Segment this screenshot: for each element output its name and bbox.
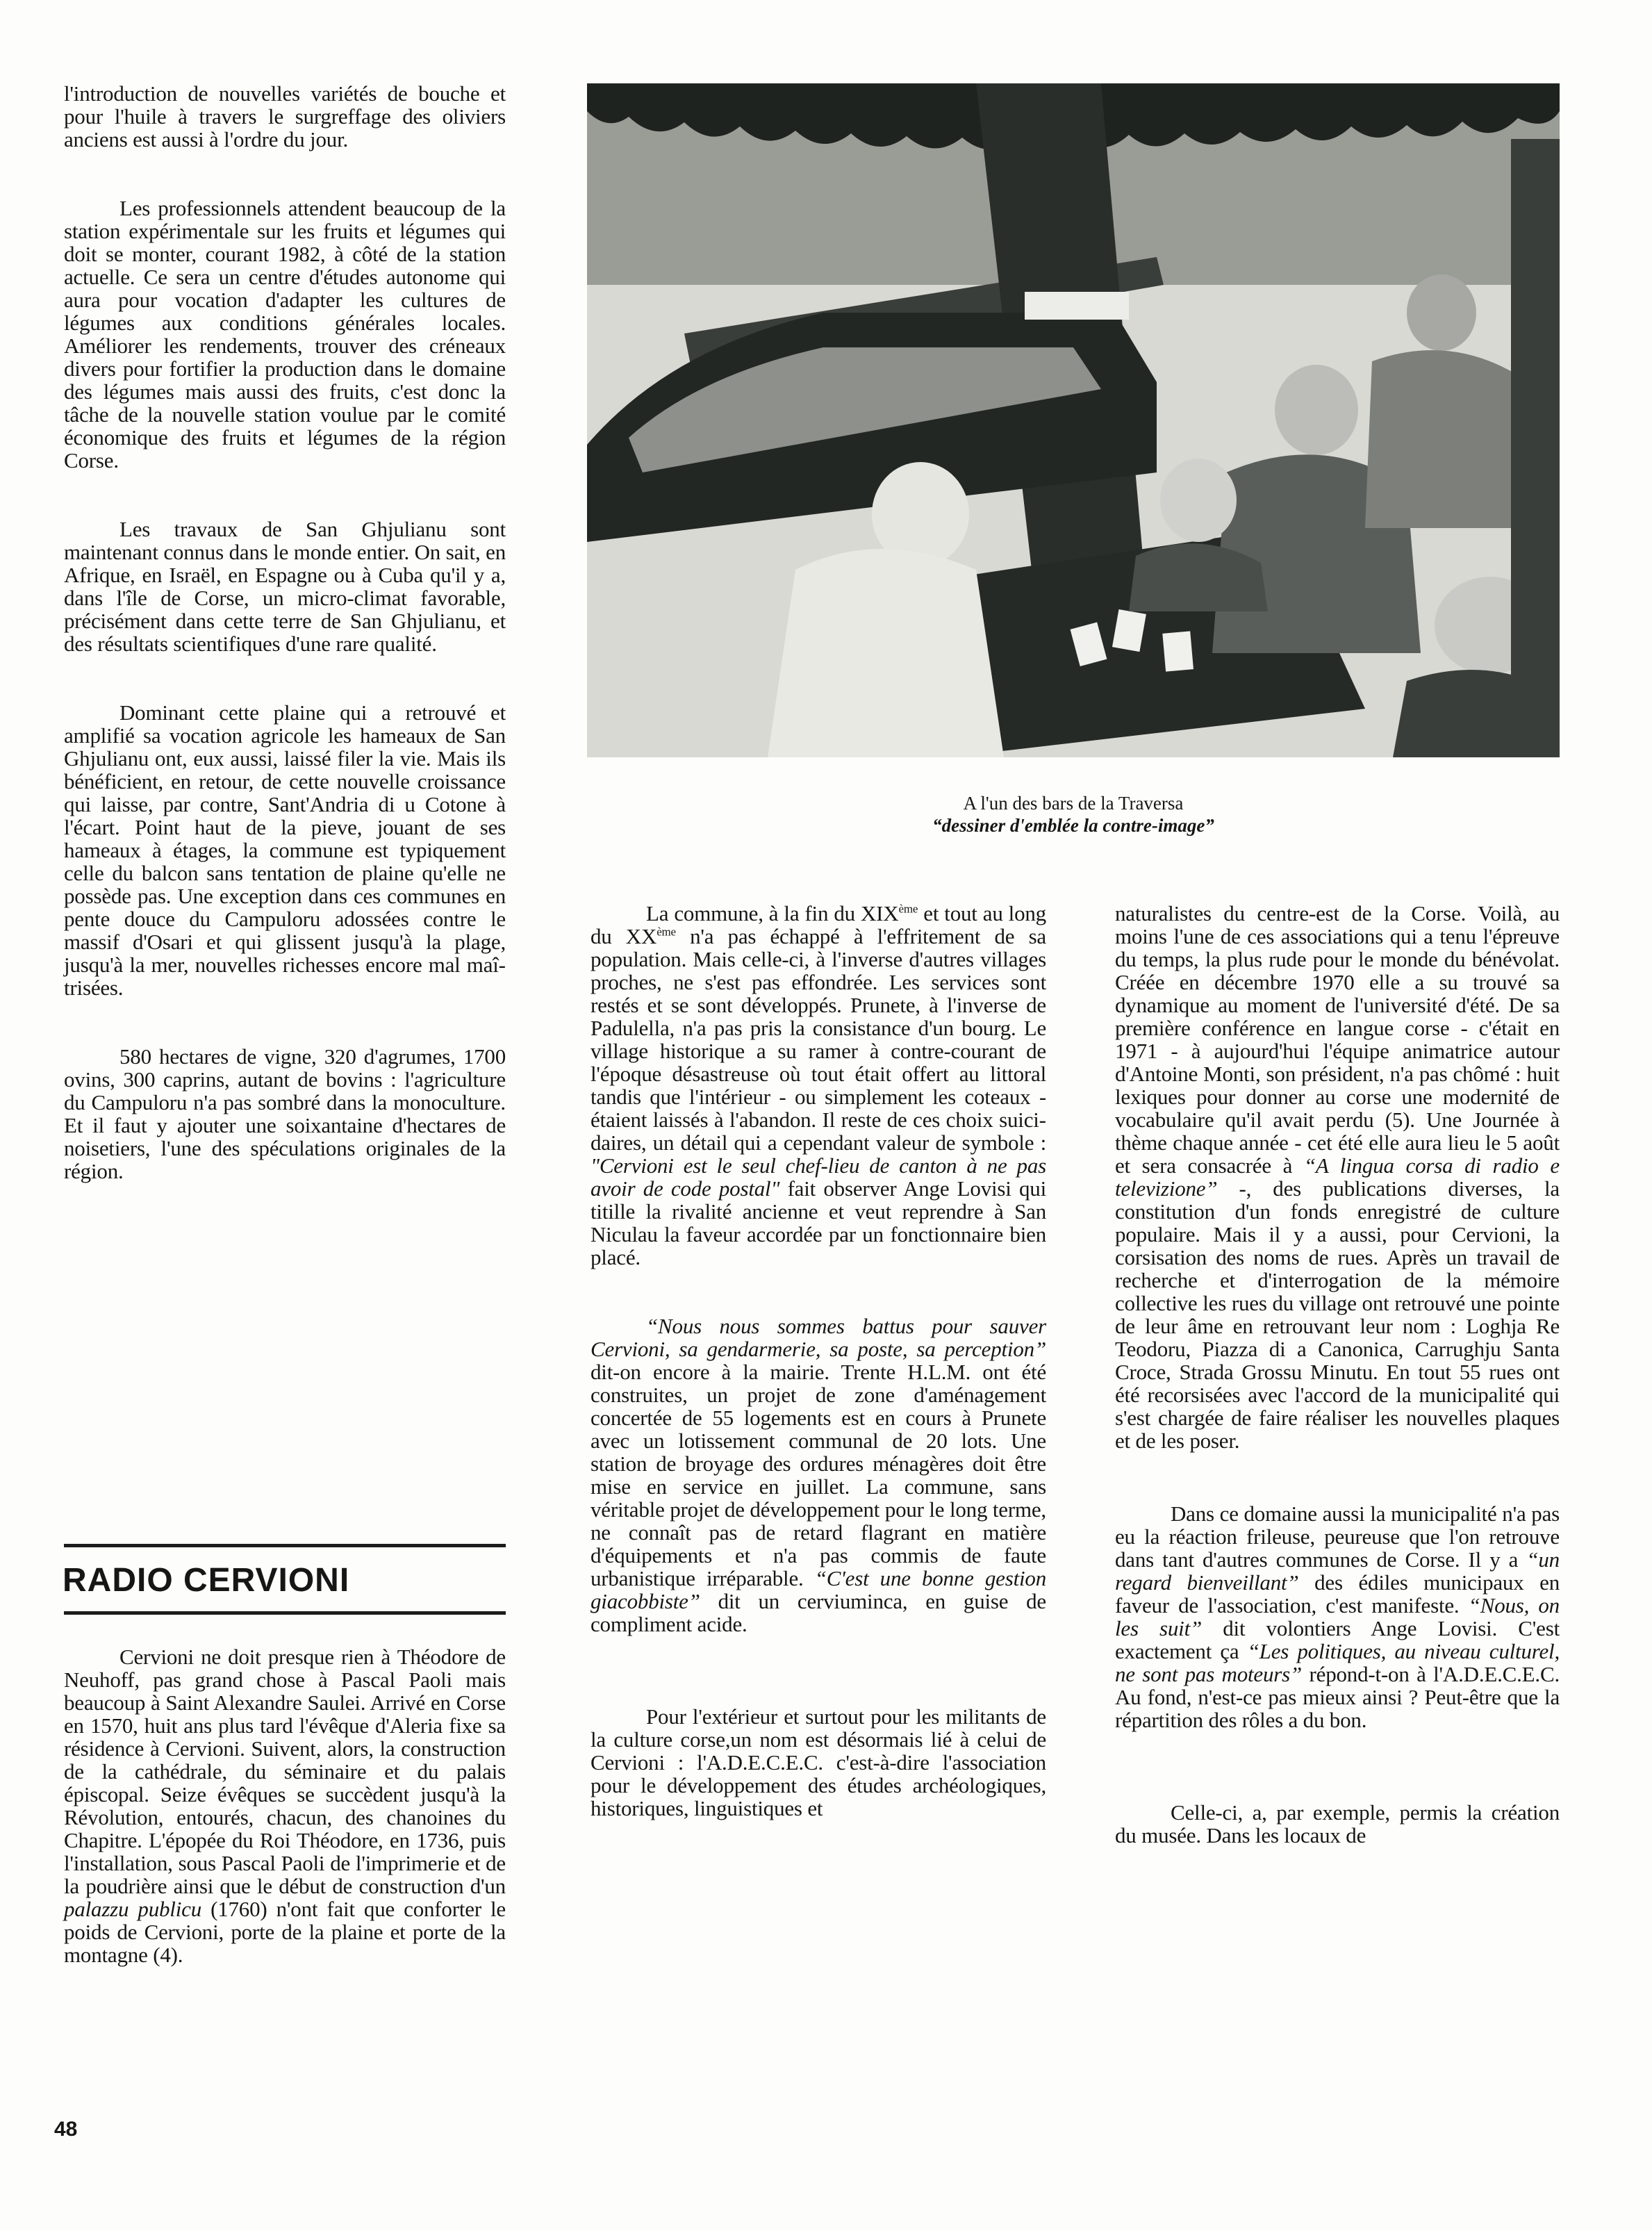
paragraph: naturalistes du centre-est de la Corse. Voilà, au moins l'une de ces associations qui a tenu l'épreuve du temps, la plus rude pour le monde du bénévolat. Créée en décembre 1970 elle a su trouvé sa dynamique au moment de l'université d'été. De sa première conférence en langue corse - c'était en 1971 - à aujourd'hui l'équipe animatrice autour d'Antoine Monti, son président, n'a pas chômé : huit lexiques pour donner au corse une modernité de vocabulaire qu'il avait perdu (5). Une Journée à thème chaque année - cet été elle aura lieu le 5 août et sera consacrée à “A lingua corsa di radio e televizione” -, des publications diverses, la constitution d'un fonds enregistré de culture populaire. Mais il y a aussi, pour Cervioni, la corsisation des noms de rues. Après un travail de recherche et d'interrogation de la mémoire collective les rues du village ont retrouvé une pointe de leur âme en retrouvant leur nom : Loghja Re Teodoru, Piazza di a Canonica, Carrughju Santa Croce, Strada Grossu Minutu. En tout 55 rues ont été recorsisées avec l'accord de la municipalité qui s'est chargée de faire réaliser les nouvelles plaques et de les poser. (1115, 901, 1560, 1453)
paragraph: “Nous nous sommes battus pour sauver Cervioni, sa gendarmerie, sa poste, sa perception” dit-on encore à la mairie. Trente H.L.M. ont été construites, un projet de zone d'aménagement concertée de 55 logements est en cours à Prunete avec un lotissement communal de 20 lots. Une station de broyage des ordures ménagères doit être mise en service en juillet. La commune, sans véritable projet de développement pour le long terme, ne connaît pas de retard flagrant en matière d'équipements et n'a pas commis de faute urbanistique irréparable. “C'est une bonne gestion giacobbiste” dit un cerviuminca, en guise de compliment acide. (590, 1314, 1046, 1636)
quote: “Les politiques, au niveau culturel, ne sont pas moteurs” (1115, 1639, 1560, 1686)
paragraph: l'introduction de nouvelles variétés de bouche et pour l'huile à travers le surgreffage des oliviers anciens est aussi à l'ordre du jour. (64, 81, 506, 151)
article-photo (587, 83, 1560, 757)
paragraph: Dans ce domaine aussi la municipalité n'a pas eu la réaction frileuse, peureuse que l'on retrouve dans tant d'autres communes de Corse. Il y a “un regard bienveillant” des édiles municipaux en faveur de l'association, c'est manifeste. “Nous, on les suit” dit volontiers Ange Lovisi. C'est exactement ça “Les politiques, au niveau culturel, ne sont pas moteurs” répond-t-on à l'A.D.E.C.E.C. Au fond, n'est-ce pas mieux ainsi ? Peut-être que la répartition des rôles a du bon. (1115, 1501, 1560, 1732)
paragraph: 580 hectares de vigne, 320 d'agrumes, 1700 ovins, 300 caprins, autant de bovins : l'agriculture du Campuloru n'a pas sombré dans la monoculture. Et il faut y ajouter une soixantaine d'hectares de noisetiers, l'une des spéculations originales de la région. (64, 1044, 506, 1183)
caption-line-2: “dessiner d'emblée la contre-image” (932, 815, 1214, 836)
heading-rule-bottom (64, 1611, 506, 1615)
photo-illustration (587, 83, 1560, 757)
paragraph: Les professionnels attendent beaucoup de la station expérimentale sur les fruits et légumes qui doit se monter, courant 1982, à côté de la station actuelle. Ce sera un centre d'études autonome qui aura pour vocation d'adapter les cultures de légumes aux conditions générales locales. Améliorer les rendements, trouver des créneaux divers pour fortifier la production dans le domaine des légumes mais aussi des fruits, c'est donc la tâche de la nouvelle station voulue par le comité économique des fruits et légumes de la région Corse. (64, 196, 506, 472)
paragraph: La commune, à la fin du XIXème et tout au long du XXème n'a pas échappé à l'effritement de sa population. Mais celle-ci, à l'inverse d'autres villages proches, ne s'est pas effondrée. Les services sont restés et se sont développés. Prunete, à l'inverse de Padulella, n'a pas pris la consistance d'un bourg. Le village historique a su ramer à contre-courant de l'époque désastreuse où tout était offert au littoral tandis que l'intérieur - ou simplement les coteaux - étaient laissés à l'abandon. Il reste de ces choix suicidaires, un détail qui a cependant valeur de symbole : "Cervioni est le seul chef-lieu de canton à ne pas avoir de code postal" fait observer Ange Lovisi qui titille la rivalité ancienne et veut reprendre à San Niculau la faveur accordée par un fonctionnaire bien placé. (590, 901, 1047, 1269)
quote: “Nous nous sommes battus pour sauver Cervioni, sa gendarmerie, sa poste, sa perception” (590, 1314, 1046, 1361)
section-heading-block (64, 1544, 506, 1615)
right-column (1115, 902, 1560, 1893)
italic-term: palazzu publicu (64, 1897, 201, 1921)
section-title: RADIO CERVIONI (63, 1562, 350, 1599)
paragraph: Les travaux de San Ghjulianu sont maintenant connus dans le monde entier. On sait, en Afrique, en Israël, en Espagne ou à Cuba qu'il y a, dans l'île de Corse, un micro-climat favorable, précisément dans cette terre de San Ghjulianu, et des résultats scientifiques d'une rare qualité. (64, 517, 506, 656)
page-number: 48 (54, 2118, 78, 2141)
quote: “C'est une bonne gestion giacobbiste” (590, 1566, 1046, 1613)
quote: “Nous, on les suit” (1115, 1593, 1560, 1640)
paragraph: Dominant cette plaine qui a retrouvé et amplifié sa vocation agricole les hameaux de San Ghjulianu ont, eux aussi, laissé filer la vie. Mais ils bénéficient, en retour, de cette nouvelle croissance qui laisse, par contre, Sant'Andria di u Cotone à l'écart. Point haut de la pieve, jouant de ses hameaux à étages, la commune est typiquement celle du balcon sans tentation de plaine qu'elle ne possède pas. Une exception dans ces communes en pente douce du Campuloru adossées contre le massif d'Osari et qui glissent jusqu'à la plage, jusqu'à la mer, nouvelles richesses encore mal maîtrisées. (64, 700, 506, 1000)
heading-rule-top (64, 1544, 506, 1547)
quote: "Cervioni est le seul chef-lieu de canton à ne pas avoir de code postal" (590, 1153, 1046, 1201)
quote: “un regard bienveillant” (1115, 1547, 1560, 1595)
middle-column (590, 902, 1046, 1866)
radio-cervioni-text (64, 1645, 506, 2012)
paragraph: Pour l'extérieur et surtout pour les militants de la culture corse,un nom est désormais lié à celui de Cervioni : l'A.D.E.C.E.C. c'est-à-dire l'association pour le développement des études archéologiques, historiques, linguistiques et (590, 1704, 1046, 1820)
paragraph: Celle-ci, a, par exemple, permis la création du musée. Dans les locaux de (1115, 1800, 1560, 1847)
caption-line-1: A l'un des bars de la Traversa (963, 793, 1184, 814)
paragraph: Cervioni ne doit presque rien à Théodore de Neuhoff, pas grand chose à Pascal Paoli mais beaucoup à Saint Alexandre Saulei. Arrivé en Corse en 1570, huit ans plus tard l'évêque d'Aleria fixe sa résidence à Cervioni. Suivent, alors, la construction de la cathédrale, du séminaire et du palais épiscopal. Seize évêques se succèdent jusqu'à la Révolution, entourés, chacun, des chanoines du Chapitre. L'épopée du Roi Théodore, en 1736, puis l'installation, sous Pascal Paoli de l'imprimerie et de la poudrière ainsi que le début de construction d'un palazzu publicu (1760) n'ont fait que conforter le poids de Cervioni, porte de la plaine et porte de la montagne (4). (64, 1645, 506, 1967)
photo-caption (587, 792, 1560, 837)
left-column (64, 82, 506, 1228)
quote: “A lingua corsa di radio e televizione” (1115, 1153, 1560, 1201)
